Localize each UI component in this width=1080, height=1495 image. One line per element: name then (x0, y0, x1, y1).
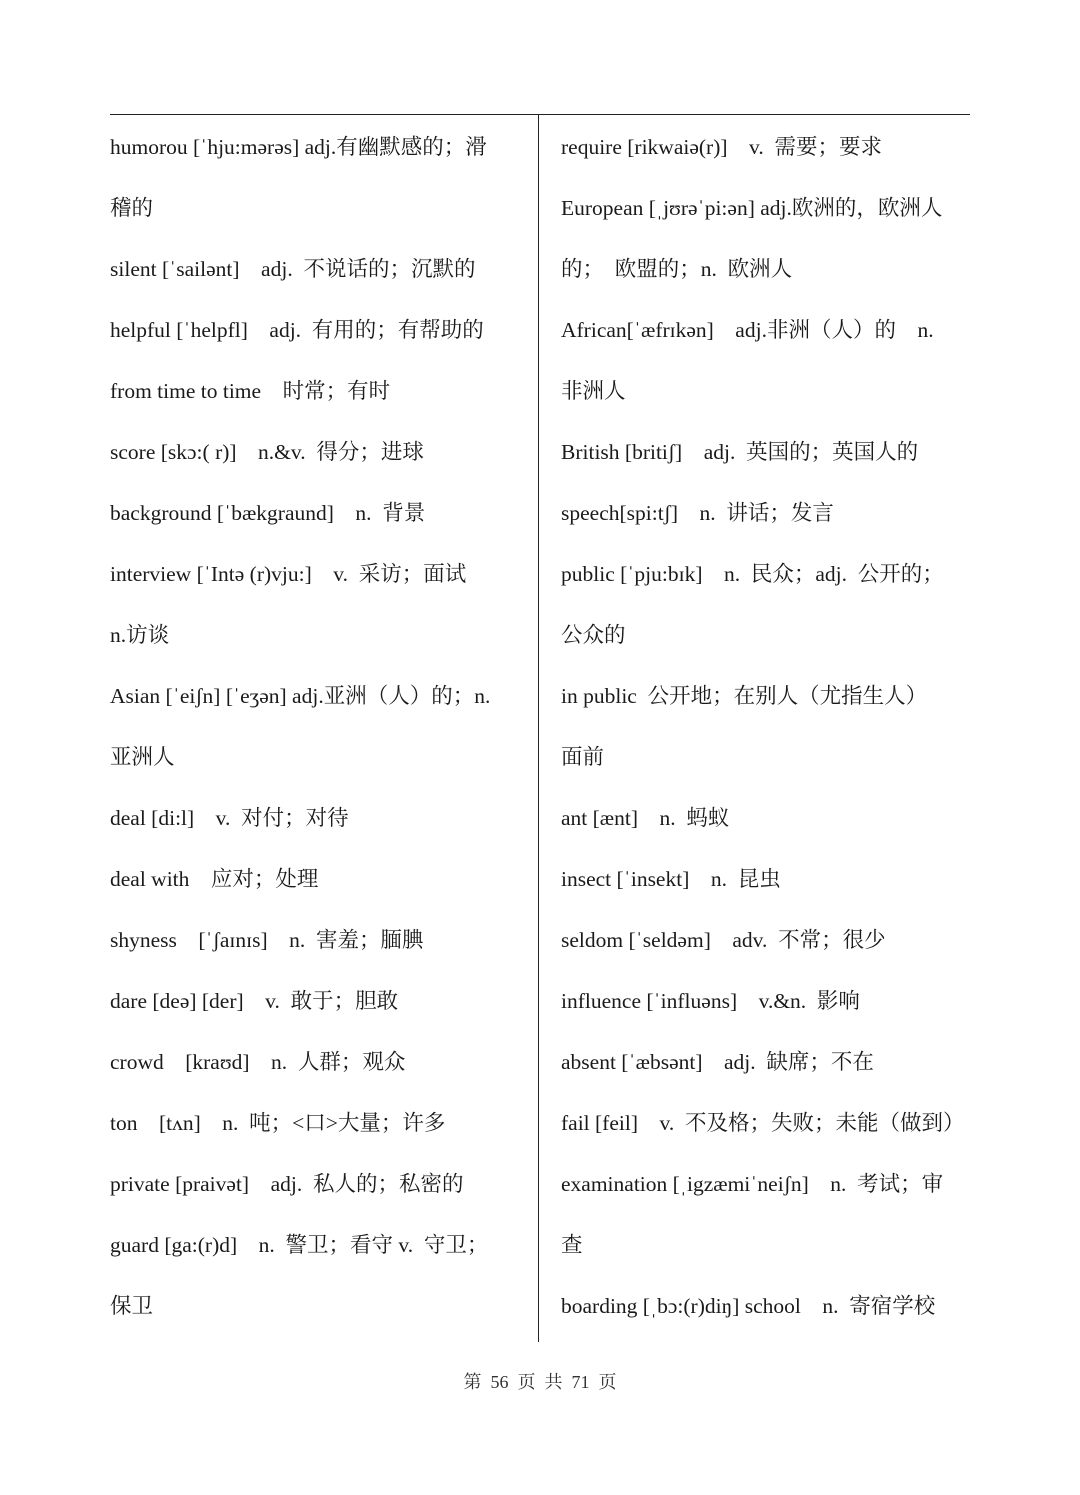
right-line: speech[spi:tʃ] n. 讲话；发言 (561, 501, 834, 525)
left-line: from time to time 时常；有时 (110, 379, 391, 403)
right-line: examination [ˌigzæmiˈneiʃn] n. 考试；审 (561, 1172, 944, 1196)
right-line: 非洲人 (561, 379, 626, 403)
left-line: dare [deə] [der] v. 敢于；胆敢 (110, 989, 399, 1013)
left-line: background [ˈbækgraund] n. 背景 (110, 501, 426, 525)
right-line: European [ˌjʊrəˈpi:ən] adj.欧洲的，欧洲人 (561, 196, 943, 220)
right-column (561, 117, 971, 1337)
left-line: silent [ˈsailənt] adj. 不说话的；沉默的 (110, 257, 476, 281)
left-line: 保卫 (110, 1294, 154, 1318)
left-line: humorou [ˈhju:mərəs] adj.有幽默感的；滑 (110, 135, 487, 159)
left-line: 稽的 (110, 196, 154, 220)
left-line: helpful [ˈhelpfl] adj. 有用的；有帮助的 (110, 318, 484, 342)
right-line: ant [ænt] n. 蚂蚁 (561, 806, 730, 830)
right-line: fail [feil] v. 不及格；失败；未能（做到） (561, 1111, 965, 1135)
right-line: 的； 欧盟的；n. 欧洲人 (561, 257, 793, 281)
left-line: deal [di:l] v. 对付；对待 (110, 806, 349, 830)
right-line: 公众的 (561, 623, 626, 647)
right-line: require [rikwaiə(r)] v. 需要；要求 (561, 135, 882, 159)
left-line: crowd [kraʊd] n. 人群；观众 (110, 1050, 406, 1074)
left-line: deal with 应对；处理 (110, 867, 319, 891)
left-line: ton [tʌn] n. 吨；<口>大量；许多 (110, 1111, 446, 1135)
right-line: seldom [ˈseldəm] adv. 不常；很少 (561, 928, 886, 952)
right-line: 查 (561, 1233, 583, 1257)
right-line: boarding [ˌbɔ:(r)diŋ] school n. 寄宿学校 (561, 1294, 936, 1318)
right-line: influence [ˈinfluəns] v.&n. 影响 (561, 989, 860, 1013)
left-line: private [praivət] adj. 私人的；私密的 (110, 1172, 464, 1196)
page-footer: 第 56 页 共 71 页 (463, 1372, 617, 1392)
top-rule (110, 114, 970, 115)
right-line: insect [ˈinsekt] n. 昆虫 (561, 867, 781, 891)
right-line: African[ˈæfrɪkən] adj.非洲（人）的 n. (561, 318, 934, 342)
left-line: n.访谈 (110, 623, 170, 647)
column-divider (538, 114, 539, 1342)
left-line: shyness [ˈʃaɪnɪs] n. 害羞；腼腆 (110, 928, 424, 952)
right-line: public [ˈpju:bɪk] n. 民众；adj. 公开的； (561, 562, 944, 586)
right-line: 面前 (561, 745, 605, 769)
left-line: 亚洲人 (110, 745, 175, 769)
left-line: score [skɔ:( r)] n.&v. 得分；进球 (110, 440, 424, 464)
right-line: British [britiʃ] adj. 英国的；英国人的 (561, 440, 919, 464)
left-line: Asian [ˈeiʃn] [ˈeʒən] adj.亚洲（人）的；n. (110, 684, 491, 708)
left-column (110, 117, 530, 1337)
left-line: guard [ga:(r)d] n. 警卫；看守 v. 守卫； (110, 1233, 489, 1257)
left-line: interview [ˈIntə (r)vju:] v. 采访；面试 (110, 562, 467, 586)
right-line: in public 公开地；在别人（尤指生人） (561, 684, 928, 708)
right-line: absent [ˈæbsənt] adj. 缺席；不在 (561, 1050, 874, 1074)
